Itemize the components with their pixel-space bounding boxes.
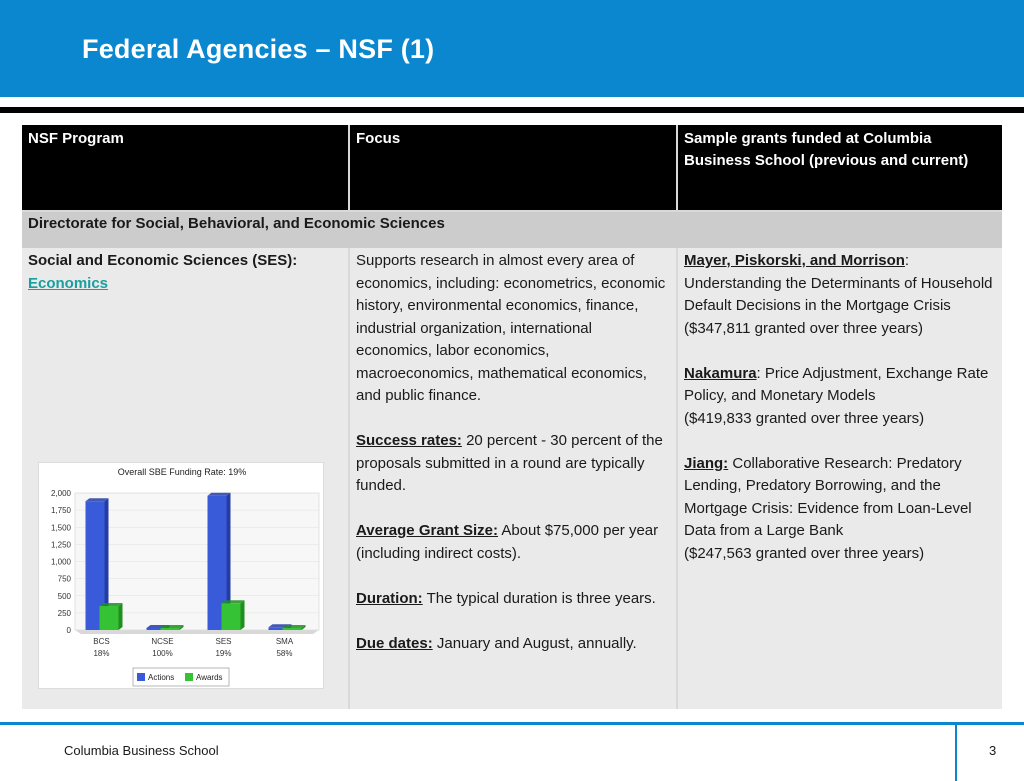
chart-legend-swatch bbox=[137, 673, 145, 681]
grant-authors: Nakamura bbox=[684, 364, 757, 382]
header-divider-1 bbox=[348, 125, 350, 210]
page-number: 3 bbox=[989, 743, 997, 758]
chart-legend-label: Awards bbox=[196, 673, 223, 682]
chart-category-rate: 58% bbox=[276, 649, 293, 658]
chart-bar-top bbox=[161, 625, 184, 628]
header-focus: Focus bbox=[356, 130, 401, 147]
header-nsf-program: NSF Program bbox=[28, 130, 124, 147]
grant-amount: ($347,811 granted over three years) bbox=[684, 319, 924, 337]
success-rates-label: Success rates: bbox=[356, 432, 462, 449]
chart-legend-swatch bbox=[185, 673, 193, 681]
average-grant-size-label: Average Grant Size: bbox=[356, 522, 498, 539]
grant-title: Collaborative Research: Predatory Lending, Predatory Borrowing, and the Mortgage Crisis: Evidence from Loan-Level Data from a Large Bank bbox=[684, 454, 972, 539]
chart-bar-side bbox=[241, 600, 245, 630]
grant-amount: ($247,563 granted over three years) bbox=[684, 544, 925, 562]
grant-entry bbox=[684, 363, 996, 431]
chart-bar-top bbox=[100, 603, 123, 606]
chart-x-tick-label: BCS bbox=[93, 637, 110, 646]
slide-title: Federal Agencies – NSF (1) bbox=[82, 34, 435, 64]
grants-cell bbox=[678, 248, 1002, 709]
chart-category-rate: 18% bbox=[93, 649, 110, 658]
grant-authors: Mayer, Piskorski, and Morrison bbox=[684, 252, 905, 269]
due-dates-label: Due dates: bbox=[356, 634, 433, 652]
funding-rate-chart-svg bbox=[39, 463, 325, 690]
grant-title: Price Adjustment, Exchange Rate Policy, and Monetary Models bbox=[684, 364, 989, 404]
chart-bar-top bbox=[222, 600, 245, 603]
grant-title: Understanding the Determinants of Household Default Decisions in the Mortgage Crisis bbox=[684, 274, 993, 314]
grant-separator: : bbox=[756, 364, 761, 382]
chart-y-tick-label: 1,500 bbox=[50, 523, 71, 533]
chart-bar-side bbox=[119, 603, 123, 630]
chart-bar-awards-ncse bbox=[161, 628, 180, 630]
success-rates bbox=[356, 430, 670, 498]
chart-y-tick-label: 750 bbox=[57, 574, 71, 584]
success-rates-text: 20 percent - 30 percent of the proposals submitted in a round are typically funded. bbox=[356, 432, 663, 494]
chart-y-tick-label: 2,000 bbox=[50, 489, 71, 498]
grant-amount: ($419,833 granted over three years) bbox=[684, 409, 925, 427]
chart-bar-awards-bcs bbox=[100, 606, 119, 630]
chart-bar-top bbox=[208, 493, 231, 496]
chart-bar-top bbox=[86, 498, 109, 501]
focus-cell bbox=[350, 248, 676, 709]
grant-authors: Jiang: bbox=[684, 454, 729, 472]
grant-entry bbox=[684, 250, 996, 340]
header-divider-2 bbox=[676, 125, 678, 210]
chart-y-tick-label: 0 bbox=[66, 626, 71, 635]
chart-x-tick-label: SMA bbox=[275, 637, 294, 646]
chart-y-tick-label: 1,750 bbox=[50, 506, 71, 516]
footer-vertical-divider bbox=[955, 725, 957, 781]
chart-legend-label: Actions bbox=[148, 673, 175, 682]
footer-school-name: Columbia Business School bbox=[64, 743, 219, 758]
duration-label: Duration: bbox=[356, 589, 423, 607]
funding-rate-chart bbox=[38, 462, 324, 689]
chart-floor bbox=[75, 630, 319, 634]
chart-x-tick-label: SES bbox=[215, 637, 232, 646]
chart-title: Overall SBE Funding Rate: 19% bbox=[117, 467, 247, 477]
duration-text: The typical duration is three years. bbox=[422, 589, 656, 607]
chart-y-tick-label: 1,000 bbox=[50, 557, 71, 567]
due-dates-text: January and August, annually. bbox=[432, 634, 637, 652]
program-name: Social and Economic Sciences (SES): bbox=[28, 252, 298, 269]
duration bbox=[356, 588, 670, 611]
chart-y-tick-label: 250 bbox=[57, 608, 71, 618]
chart-bar-awards-ses bbox=[222, 603, 241, 630]
chart-bar-awards-sma bbox=[283, 628, 302, 630]
grant-entry bbox=[684, 453, 996, 566]
economics-link[interactable]: Economics bbox=[28, 274, 109, 292]
chart-y-tick-label: 500 bbox=[57, 591, 71, 601]
chart-x-tick-label: NCSE bbox=[151, 637, 174, 646]
header-sample-grants: Sample grants funded at Columbia Business School (previous and current) bbox=[684, 130, 969, 169]
due-dates bbox=[356, 633, 670, 656]
chart-y-tick-label: 1,250 bbox=[50, 540, 71, 550]
footer-divider bbox=[0, 722, 1024, 725]
header-divider bbox=[0, 107, 1024, 113]
grant-separator: : bbox=[904, 252, 910, 269]
table-header-row bbox=[22, 125, 1002, 210]
average-grant-size bbox=[356, 520, 670, 565]
average-grant-size-text: About $75,000 per year (including indirect costs). bbox=[356, 522, 659, 562]
directorate-section-row: Directorate for Social, Behavioral, and Economic Sciences bbox=[22, 212, 1002, 248]
chart-bar-top bbox=[283, 625, 306, 628]
chart-category-rate: 100% bbox=[152, 649, 173, 658]
focus-description: Supports research in almost every area of economics, including: econometrics, economic history, environmental economics, finance, industrial organization, international economics, labor economics, macroeconomics, mathematical economics, and public finance. bbox=[356, 252, 666, 404]
chart-category-rate: 19% bbox=[215, 649, 232, 658]
